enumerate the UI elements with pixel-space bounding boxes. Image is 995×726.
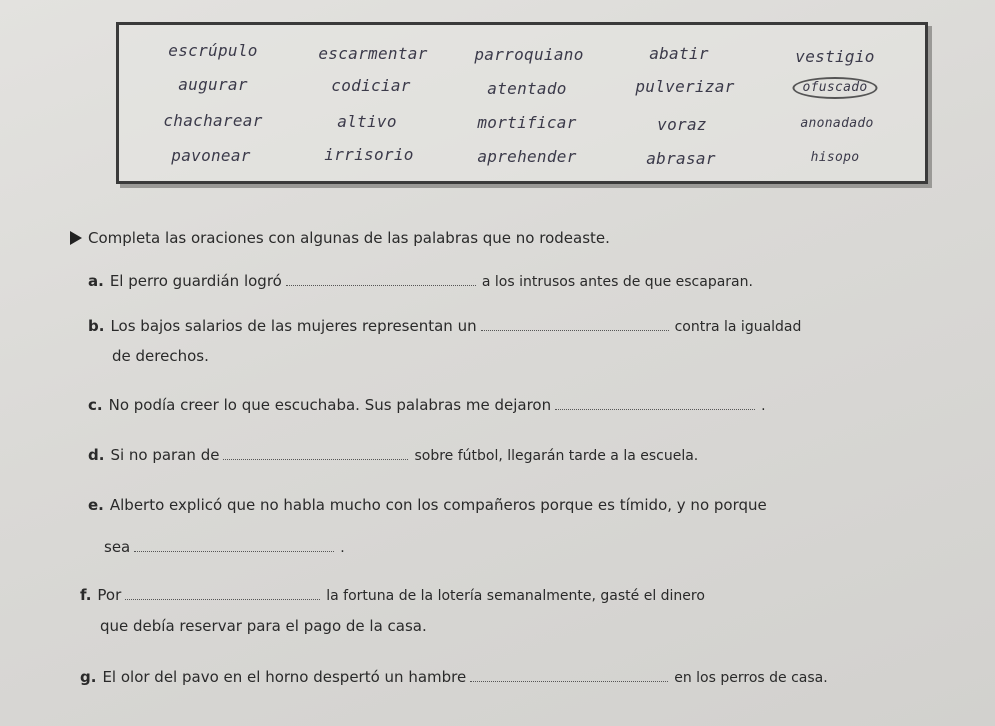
word-bank-box: [116, 22, 928, 184]
word-bank-word: vestigio: [795, 47, 875, 66]
sentence-text: la fortuna de la lotería semanalmente, gasté el dinero: [326, 588, 705, 604]
sentence-text: que debía reservar para el pago de la casa.: [100, 617, 427, 635]
word-bank-word: pavonear: [171, 146, 251, 165]
answer-blank[interactable]: [555, 397, 755, 410]
item-letter: f.: [80, 586, 92, 604]
sentence-text: Si no paran de: [110, 446, 220, 464]
sentence-d: [88, 446, 698, 464]
sentence-text: en los perros de casa.: [674, 670, 828, 686]
answer-blank[interactable]: [481, 318, 669, 331]
sentence-f: [80, 586, 705, 604]
answer-blank[interactable]: [125, 587, 320, 600]
word-bank-word: augurar: [178, 75, 248, 94]
answer-blank[interactable]: [470, 669, 668, 682]
sentence-e: [88, 496, 767, 514]
sentence-text: Alberto explicó que no habla mucho con los compañeros porque es tímido, y no porque: [109, 496, 767, 514]
sentence-text: .: [761, 398, 766, 414]
word-bank-word: pulverizar: [635, 77, 735, 96]
sentence-text: sea: [104, 538, 131, 556]
item-letter: e.: [88, 496, 104, 514]
instruction-text: Completa las oraciones con algunas de las palabras que no rodeaste.: [88, 229, 610, 247]
sentence-text: No podía creer lo que escuchaba. Sus palabras me dejaron: [108, 396, 552, 414]
sentence-text: Por: [97, 586, 122, 604]
instruction: [70, 229, 610, 247]
answer-blank[interactable]: [223, 447, 408, 460]
sentence-text: a los intrusos antes de que escaparan.: [481, 274, 753, 290]
answer-blank[interactable]: [286, 273, 476, 286]
item-letter: g.: [80, 668, 97, 686]
item-letter: c.: [88, 396, 103, 414]
sentence-text: Los bajos salarios de las mujeres representan un: [110, 317, 477, 335]
word-bank-word-circled: ofuscado: [792, 77, 877, 99]
word-bank-word: chacharear: [163, 111, 263, 130]
sentence-text: .: [340, 540, 345, 556]
arrow-bullet-icon: [70, 231, 82, 245]
sentence-c: [88, 396, 766, 414]
sentence-e-continued: [104, 538, 345, 556]
word-bank-word: abatir: [649, 44, 709, 63]
word-bank-word: aprehender: [477, 147, 577, 166]
sentence-text: de derechos.: [112, 347, 209, 365]
answer-blank[interactable]: [134, 539, 334, 552]
word-bank-word: codiciar: [331, 76, 411, 95]
sentence-text: El perro guardián logró: [109, 272, 282, 290]
word-bank-word: escrúpulo: [168, 41, 258, 60]
word-bank-word: parroquiano: [474, 45, 584, 64]
word-bank-word: escarmentar: [318, 44, 428, 63]
sentence-text: contra la igualdad: [674, 319, 802, 335]
word-bank-word: atentado: [487, 79, 567, 98]
sentence-a: [88, 272, 753, 290]
word-bank-word: altivo: [337, 112, 397, 131]
sentence-b: [88, 317, 801, 335]
sentence-g: [80, 668, 828, 686]
sentence-text: sobre fútbol, llegarán tarde a la escuela.: [414, 448, 699, 464]
word-bank-word: voraz: [657, 115, 707, 134]
word-bank-word: irrisorio: [324, 145, 414, 164]
item-letter: b.: [88, 317, 105, 335]
sentence-text: El olor del pavo en el horno despertó un hambre: [102, 668, 467, 686]
word-bank-word: hisopo: [810, 150, 860, 165]
item-letter: d.: [88, 446, 105, 464]
word-bank-word: mortificar: [477, 113, 577, 132]
word-bank-word: anonadado: [800, 116, 874, 131]
sentence-f-continued: [100, 617, 427, 635]
item-letter: a.: [88, 272, 104, 290]
sentence-b-continued: [112, 347, 209, 365]
word-bank-word: abrasar: [646, 149, 716, 168]
